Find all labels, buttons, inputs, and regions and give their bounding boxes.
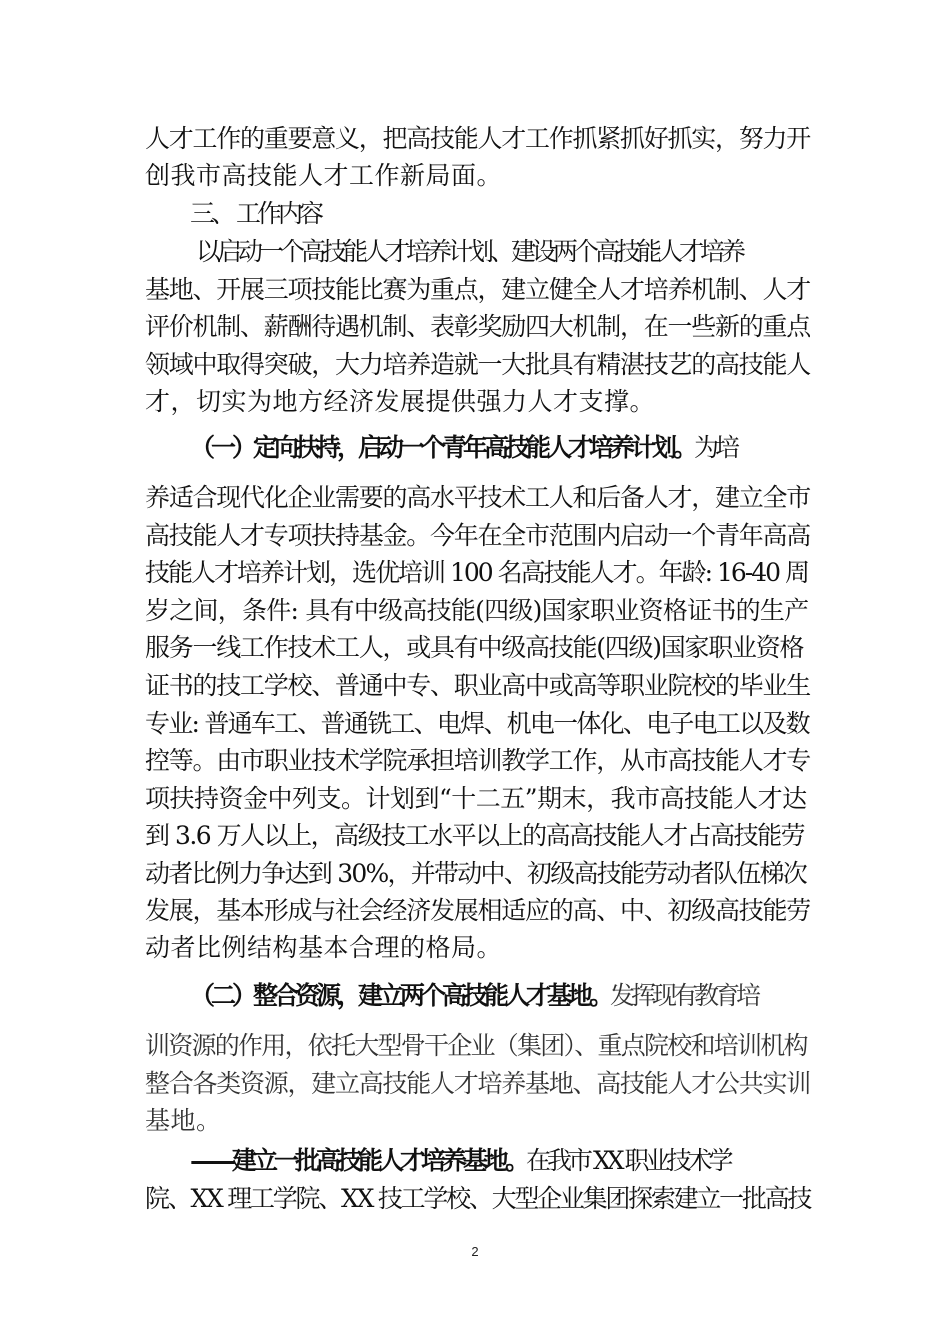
body-text-line: 到 3.6 万人以上，高级技工水平以上的高高技能人才占高技能劳 [145, 821, 805, 850]
body-text-line: 项扶持资金中列支。计划到“十二五”期末，我市高技能人才达 [145, 784, 807, 813]
body-text-line: 训资源的作用，依托大型骨干企业（集团）、重点院校和培训机构 [145, 1031, 807, 1060]
body-text-line: 专业: 普通车工、普通铣工、电焊、机电一体化、电子电工以及数 [145, 709, 809, 738]
body-text-line: 养适合现代化企业需要的高水平技术工人和后备人才，建立全市 [145, 483, 811, 512]
body-text-line: 动者比例力争达到 30%，并带动中、初级高技能劳动者队伍梯次 [145, 859, 807, 888]
section-heading: 三、 工作内容 [190, 199, 320, 228]
body-text-line: 基地、开展三项技能比赛为重点，建立健全人才培养机制、人才 [145, 275, 811, 304]
body-text-line: 院、XX 理工学院、XX 技工学校、大型企业集团探索建立一批高技 [145, 1184, 811, 1213]
body-text-line: 整合各类资源，建立高技能人才培养基地、高技能人才公共实训 [145, 1069, 811, 1098]
page-number: 2 [471, 1244, 479, 1259]
body-text-line: 基地。 [145, 1106, 222, 1135]
body-text-span: 为培 [694, 433, 737, 462]
body-text-line: 服务一线工作技术工人，或具有中级高技能(四级)国家职业资格 [145, 633, 804, 662]
subsection-heading-line [190, 430, 855, 466]
body-text-line: 高技能人才专项扶持基金。今年在全市范围内启动一个青年高高 [145, 521, 811, 550]
body-text-line: 控等。由市职业技术学院承担培训教学工作，从市高技能人才专 [145, 746, 811, 775]
subsection-heading-line [190, 1143, 855, 1179]
body-text-line: 岁之间，条件: 具有中级高技能(四级)国家职业资格证书的生产 [145, 596, 809, 625]
body-text-line: 创我市高技能人才工作新局面。 [145, 161, 503, 190]
body-text-line: 领域中取得突破，大力培养造就一大批具有精湛技艺的高技能人 [145, 350, 811, 379]
subsection-heading: ——建立一批高技能人才培养基地。 [190, 1146, 527, 1175]
body-text-line: 证书的技工学校、普通中专、职业高中或高等职业院校的毕业生 [145, 671, 811, 700]
body-text-line: 以启动一个高技能人才培养计划、建设两个高技能人才培养 [196, 237, 743, 266]
body-text-line: 评价机制、薪酬待遇机制、表彰奖励四大机制，在一些新的重点 [145, 312, 811, 341]
subsection-heading: （一）定向扶持，启动一个青年高技能人才培养计划。 [190, 433, 695, 462]
body-text-span: 发挥现有教育培 [610, 981, 758, 1010]
body-text-span: 在我市 XX 职业技术学 [526, 1146, 730, 1175]
body-text-line: 人才工作的重要意义，把高技能人才工作抓紧抓好抓实，努力开 [145, 124, 811, 153]
subsection-heading: （二）整合资源，建立两个高技能人才基地。 [190, 981, 611, 1010]
body-text-line: 动者比例结构基本合理的格局。 [145, 933, 503, 962]
subsection-heading-line [190, 978, 855, 1014]
body-text-line: 技能人才培养计划，选优培训 100 名高技能人才。年龄: 16-40 周 [145, 558, 808, 587]
body-text-line: 才，切实为地方经济发展提供强力人才支撑。 [145, 387, 656, 416]
body-text-line: 发展，基本形成与社会经济发展相适应的高、中、初级高技能劳 [145, 896, 811, 925]
